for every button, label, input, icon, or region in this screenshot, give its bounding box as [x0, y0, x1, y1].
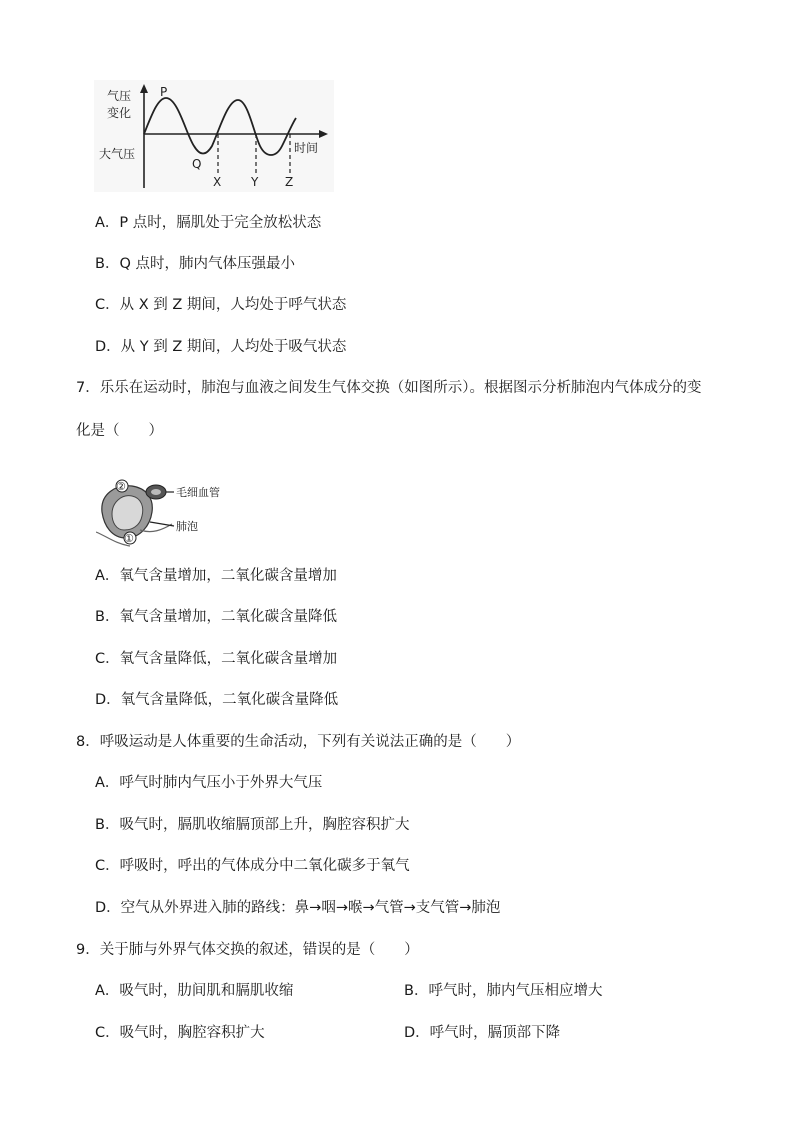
marker-2: ② [116, 480, 126, 493]
q7-option-b[interactable]: B．氧气含量增加，二氧化碳含量降低 [95, 609, 337, 625]
point-q-label: Q [192, 157, 202, 171]
alveolus-inner [112, 496, 143, 530]
q8-option-a[interactable]: A．呼气时肺内气压小于外界大气压 [95, 775, 323, 791]
alveolus-figure [96, 476, 236, 548]
point-y-label: Y [251, 175, 259, 189]
point-p-label: P [160, 85, 168, 99]
marker-1: ① [124, 532, 134, 545]
q6-option-d[interactable]: D．从 Y 到 Z 期间，人均处于吸气状态 [95, 339, 347, 355]
point-z-label: Z [285, 175, 294, 189]
blood-cell [151, 489, 161, 495]
q8-option-c[interactable]: C．呼吸时，呼出的气体成分中二氧化碳多于氧气 [95, 858, 410, 874]
q7-stem-line2: 化是（ ） [76, 423, 163, 439]
q6-option-b[interactable]: B．Q 点时，肺内气体压强最小 [95, 256, 295, 272]
baseline-label: 大气压 [99, 147, 136, 161]
q8-stem: 8．呼吸运动是人体重要的生命活动，下列有关说法正确的是（ ） [76, 734, 521, 750]
q8-option-b[interactable]: B．吸气时，膈肌收缩膈顶部上升，胸腔容积扩大 [95, 817, 410, 833]
q9-option-c[interactable]: C．吸气时，胸腔容积扩大 [95, 1025, 265, 1041]
y-label-line1: 气压 [107, 89, 132, 103]
q6-option-a[interactable]: A．P 点时，膈肌处于完全放松状态 [95, 215, 322, 231]
alveolus-label: 肺泡 [176, 520, 198, 533]
q7-stem-line1: 7．乐乐在运动时，肺泡与血液之间发生气体交换（如图所示）。根据图示分析肺泡内气体成分的变 [76, 380, 702, 396]
q8-option-d[interactable]: D．空气从外界进入肺的路线：鼻→咽→喉→气管→支气管→肺泡 [95, 900, 501, 916]
q9-option-b[interactable]: B．呼气时，肺内气压相应增大 [404, 983, 603, 999]
q9-option-d[interactable]: D．呼气时，膈顶部下降 [404, 1025, 561, 1041]
q6-option-c[interactable]: C．从 X 到 Z 期间，人均处于呼气状态 [95, 297, 347, 313]
capillary-label: 毛细血管 [176, 486, 220, 499]
q7-option-c[interactable]: C．氧气含量降低，二氧化碳含量增加 [95, 651, 338, 667]
x-axis-label: 时间 [294, 141, 319, 155]
q7-option-d[interactable]: D．氧气含量降低，二氧化碳含量降低 [95, 692, 339, 708]
q9-stem: 9．关于肺与外界气体交换的叙述，错误的是（ ） [76, 942, 419, 958]
q9-option-a[interactable]: A．吸气时，肋间肌和膈肌收缩 [95, 983, 294, 999]
q7-option-a[interactable]: A．氧气含量增加，二氧化碳含量增加 [95, 568, 337, 584]
y-label-line2: 变化 [107, 106, 132, 120]
pressure-curve-figure [94, 80, 334, 192]
point-x-label: X [213, 175, 222, 189]
